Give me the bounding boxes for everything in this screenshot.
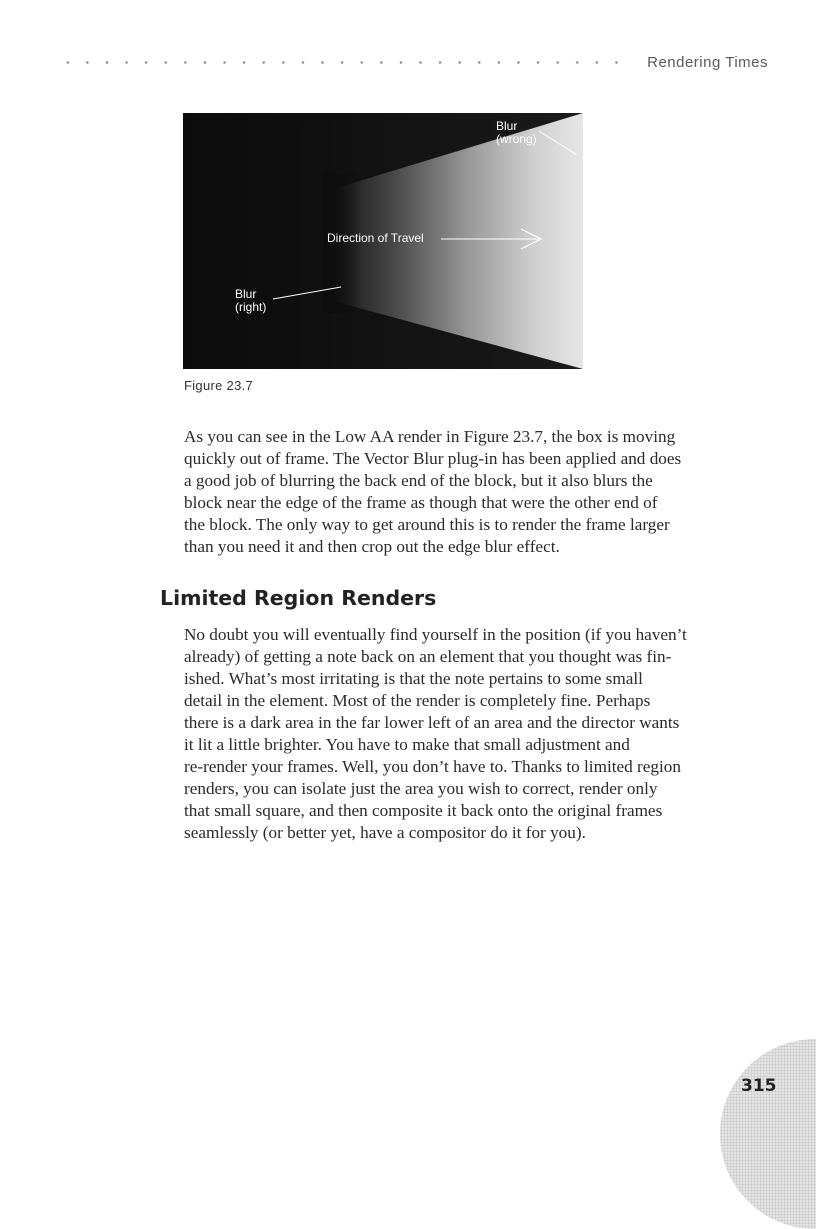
text-line: already) of getting a note back on an element that you thought was fin- — [184, 647, 672, 666]
text-line: that small square, and then composite it back onto the original frames — [184, 801, 663, 820]
text-line: No doubt you will eventually find yourself in the position (if you haven’t — [184, 625, 687, 644]
text-line: block near the edge of the frame as though that were the other end of — [184, 493, 658, 512]
text-line: renders, you can isolate just the area you wish to correct, render only — [184, 779, 658, 798]
text-line: quickly out of frame. The Vector Blur plug-in has been applied and does — [184, 449, 682, 468]
label-blur-wrong: Blur (wrong) — [496, 119, 537, 146]
page-number: 315 — [741, 1076, 777, 1096]
paragraph-limited-region — [184, 624, 770, 844]
text-line: a good job of blurring the back end of the block, but it also blurs the — [184, 471, 653, 490]
text-line: As you can see in the Low AA render in Figure 23.7, the box is moving — [184, 427, 676, 446]
section-heading: Limited Region Renders — [160, 586, 437, 610]
figure-motion-blur — [183, 113, 583, 369]
figure-caption: Figure 23.7 — [184, 378, 254, 393]
label-blur-right: Blur (right) — [235, 287, 267, 314]
dot-leader — [50, 61, 633, 64]
text-line: ished. What’s most irritating is that the note pertains to some small — [184, 669, 643, 688]
text-line: it lit a little brighter. You have to make that small adjustment and — [184, 735, 630, 754]
text-line: re-render your frames. Well, you don’t have to. Thanks to limited region — [184, 757, 681, 776]
text-line: the block. The only way to get around this is to render the frame larger — [184, 515, 670, 534]
running-title: Rendering Times — [647, 53, 768, 71]
text-line: there is a dark area in the far lower left of an area and the director wants — [184, 713, 680, 732]
text-line: detail in the element. Most of the render is completely fine. Perhaps — [184, 691, 651, 710]
text-line: than you need it and then crop out the edge blur effect. — [184, 537, 560, 556]
running-head — [50, 50, 768, 74]
page-number-tab — [720, 1039, 816, 1229]
text-line: seamlessly (or better yet, have a compositor do it for you). — [184, 823, 586, 842]
label-direction-of-travel: Direction of Travel — [327, 231, 424, 245]
paragraph-intro — [184, 426, 770, 558]
